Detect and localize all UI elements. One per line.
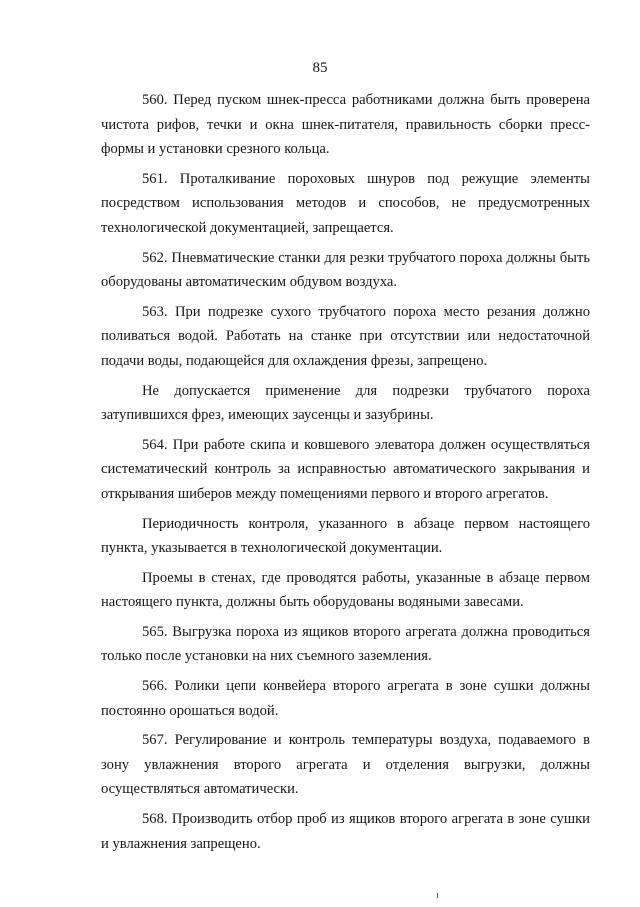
paragraph-560: 560. Перед пуском шнек-пресса работниками должна быть проверена чистота рифов, течки и окна шнек-питателя, правильность сборки пресс-формы и установки срезного кольца. xyxy=(101,92,590,158)
paragraph-563-continued: Не допускается применение для подрезки трубчатого пороха затупившихся фрез, имеющих заусенцы и зазубрины. xyxy=(101,382,590,424)
paragraph-561: 561. Проталкивание пороховых шнуров под режущие элементы посредством использования методов и способов, не предусмотренных технологической документацией, запрещается. xyxy=(101,170,590,236)
paragraph-564: 564. При работе скипа и ковшевого элеватора должен осуществляться систематический контроль за исправностью автоматического закрывания и открывания шиберов между помещениями первого и второго агрегатов. xyxy=(101,436,590,502)
paragraph-565: 565. Выгрузка пороха из ящиков второго агрегата должна проводиться только после установки на них съемного заземления. xyxy=(101,623,590,665)
paragraph-567: 567. Регулирование и контроль температуры воздуха, подаваемого в зону увлажнения второго агрегата и отделения выгрузки, должны осуществляться автоматически. xyxy=(101,732,590,798)
paragraph-568: 568. Производить отбор проб из ящиков второго агрегата в зоне сушки и увлажнения запрещено. xyxy=(101,811,590,852)
document-body xyxy=(101,88,590,861)
paragraph-566: 566. Ролики цепи конвейера второго агрегата в зоне сушки должны постоянно орошаться водой. xyxy=(101,678,590,719)
paragraph-562: 562. Пневматические станки для резки трубчатого пороха должны быть оборудованы автоматическим обдувом воздуха. xyxy=(101,249,590,291)
page-number: 85 xyxy=(312,60,328,76)
paragraph-563: 563. При подрезке сухого трубчатого пороха место резания должно поливаться водой. Работать на станке при отсутствии или недостаточной подачи воды, подающейся для охлаждения фрезы, запрещено. xyxy=(101,303,590,369)
scan-speck xyxy=(437,893,438,898)
paragraph-564-openings: Проемы в стенах, где проводятся работы, указанные в абзаце первом настоящего пункта, должны быть оборудованы водяными завесами. xyxy=(101,569,590,611)
paragraph-564-control-period: Периодичность контроля, указанного в абзаце первом настоящего пункта, указывается в технологической документации. xyxy=(101,515,590,557)
